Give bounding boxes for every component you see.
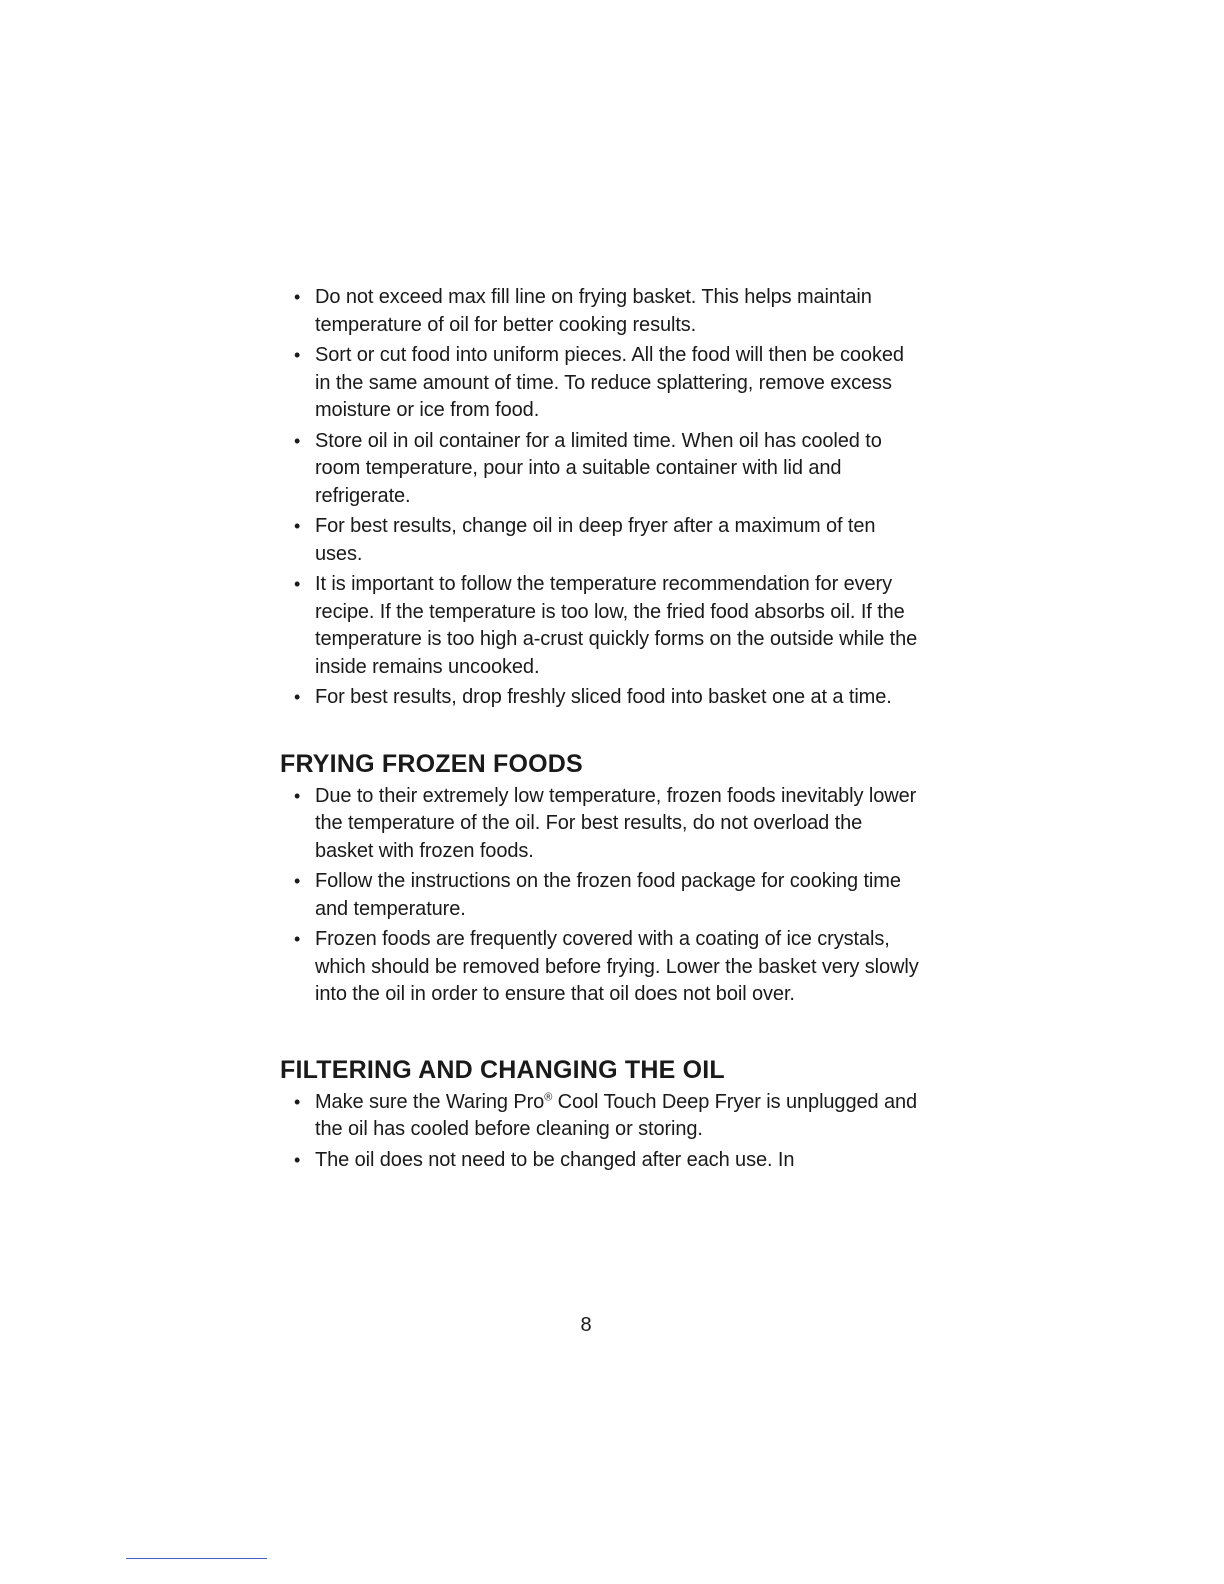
list-item: • Sort or cut food into uniform pieces. All the food will then be cooked in the same amount of time. To reduce splattering, remove excess moisture or ice from food. [280,342,920,425]
section-heading-frozen-foods: FRYING FROZEN FOODS [280,749,583,778]
tips-list [280,284,920,712]
section-heading-filtering-oil: FILTERING AND CHANGING THE OIL [280,1055,725,1084]
filtering-oil-list [280,1089,920,1175]
list-item [280,1089,920,1144]
list-item-text-end: Cool Touch Deep Fryer is unplugged and the oil has cooled before cleaning or storing. [315,1090,918,1140]
page-number: 8 [580,1314,592,1336]
footnote-divider [126,1558,267,1559]
page-content [280,284,920,1177]
list-item: • For best results, change oil in deep fryer after a maximum of ten uses. [280,513,920,568]
list-item: • Do not exceed max fill line on frying basket. This helps maintain temperature of oil for better cooking results. [280,284,920,339]
registered-mark: ® [544,1090,553,1103]
frozen-foods-list [280,783,920,1009]
list-item: • Frozen foods are frequently covered with a coating of ice crystals, which should be removed before frying. Lower the basket very slowly into the oil in order to ensure that oil does not boil over. [280,926,920,1009]
list-item: • Follow the instructions on the frozen food package for cooking time and temperature. [280,868,920,923]
list-item: • Due to their extremely low temperature, frozen foods inevitably lower the temperature of the oil. For best results, do not overload the basket with frozen foods. [280,783,920,866]
list-item: • Store oil in oil container for a limited time. When oil has cooled to room temperature, pour into a suitable container with lid and refrigerate. [280,428,920,511]
list-item: • It is important to follow the temperature recommendation for every recipe. If the temperature is too low, the fried food absorbs oil. If the temperature is too high a-crust quickly forms on the outside while the inside remains uncooked. [280,571,920,681]
list-item: • For best results, drop freshly sliced food into basket one at a time. [280,684,920,712]
list-item: • The oil does not need to be changed after each use. In [280,1147,920,1175]
list-item-text-start: Make sure the Waring Pro [315,1090,545,1113]
